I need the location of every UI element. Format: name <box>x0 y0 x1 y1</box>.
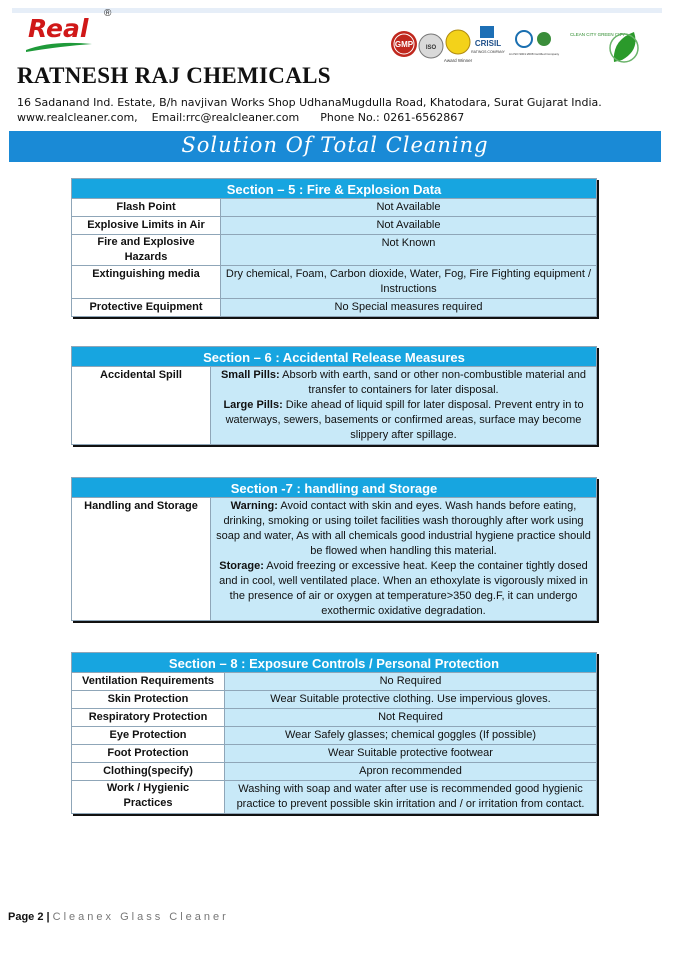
company-address: 16 Sadanand Ind. Estate, B/h navjivan Works Shop UdhanaMugdulla Road, Khatodara, Surat Gujarat India. <box>17 96 602 109</box>
company-contact: www.realcleaner.com, Email:rrc@realcleaner.com Phone No.: 0261-6562867 <box>17 111 465 124</box>
certification-badges <box>388 22 648 66</box>
large-spill-paragraph <box>214 398 593 443</box>
row-value: Not Required <box>225 709 597 727</box>
crisil-badge-icon <box>471 26 505 54</box>
gmp-text: GMP <box>394 40 414 49</box>
iso-badge-icon <box>419 34 443 58</box>
row-label: Foot Protection <box>72 745 225 763</box>
tagline-text: Solution Of Total Cleaning <box>181 133 489 157</box>
row-label: Skin Protection <box>72 691 225 709</box>
small-spill-text: Absorb with earth, sand or other non-combustible material and transfer to containers for later disposal. <box>279 369 587 396</box>
row-label: Ventilation Requirements <box>72 673 225 691</box>
gmp-badge-icon <box>391 31 417 57</box>
section-5-title: Section – 5 : Fire & Explosion Data <box>72 179 597 199</box>
registered-mark: ® <box>104 8 112 19</box>
row-value: Not Available <box>221 199 597 217</box>
row-label: Fire and Explosive Hazards <box>72 235 221 266</box>
row-label: Flash Point <box>72 199 221 217</box>
row-label: Protective Equipment <box>72 299 221 317</box>
section-7-title: Section -7 : handling and Storage <box>72 478 597 498</box>
row-label: Accidental Spill <box>72 367 211 445</box>
large-spill-text: Dike ahead of liquid spill for later disposal. Prevent entry in to waterways, sewers, basements or confirmed areas, surface may become slippery after spillage. <box>225 399 584 441</box>
small-spill-heading: Small Pills: <box>220 369 280 381</box>
row-label: Handling and Storage <box>72 498 211 621</box>
footer-separator: | <box>43 911 53 923</box>
crisil-text: CRISIL <box>474 39 502 48</box>
row-label: Respiratory Protection <box>72 709 225 727</box>
row-label: Explosive Limits in Air <box>72 217 221 235</box>
company-name: RATNESH RAJ CHEMICALS <box>17 63 331 88</box>
storage-paragraph <box>214 559 593 619</box>
warning-paragraph <box>214 499 593 559</box>
warning-text: Avoid contact with skin and eyes. Wash hands before eating, drinking, smoking or using toilet facilities wash thoroughly after work using soap and water, As with all chemicals good industrial hygiene practice should be flowed when handling this material. <box>216 500 591 557</box>
row-value: Dry chemical, Foam, Carbon dioxide, Water, Fog, Fire Fighting equipment / Instructions <box>221 266 597 299</box>
row-value: Not Available <box>221 217 597 235</box>
storage-text: Avoid freezing or excessive heat. Keep the container tightly dosed and in cool, well ventilated place. When an ethoxylate is vigorously mixed in the presence of air or oxygen at temperature>350 deg.F, it can undergo exothermic oxidative degradation. <box>219 560 588 617</box>
storage-heading: Storage: <box>219 560 264 572</box>
crisil-sub-text: RATINGS COMPANY <box>471 50 505 54</box>
row-value <box>211 367 597 445</box>
row-label: Extinguishing media <box>72 266 221 299</box>
iso-text: ISO <box>425 45 437 51</box>
section-8-table <box>71 652 597 814</box>
section-8-title: Section – 8 : Exposure Controls / Personal Protection <box>72 653 597 673</box>
award-badge-icon <box>444 30 473 63</box>
row-value: Not Known <box>221 235 597 266</box>
document-name: Cleanex Glass Cleaner <box>52 911 229 923</box>
section-5-table <box>71 178 597 317</box>
logo-text: Real <box>28 14 89 43</box>
row-value: Washing with soap and water after use is recommended good hygienic practice to prevent possible skin irritation and / or irritation from contact. <box>225 781 597 814</box>
row-value: Wear Safely glasses; chemical goggles (If possible) <box>225 727 597 745</box>
row-value: Wear Suitable protective footwear <box>225 745 597 763</box>
large-spill-heading: Large Pills: <box>223 399 283 411</box>
row-value: Wear Suitable protective clothing. Use impervious gloves. <box>225 691 597 709</box>
row-label: Work / Hygienic Practices <box>72 781 225 814</box>
row-value <box>211 498 597 621</box>
section-6-table <box>71 346 597 445</box>
page-number: Page 2 <box>8 911 44 923</box>
section-6-title: Section – 6 : Accidental Release Measures <box>72 347 597 367</box>
small-spill-paragraph <box>214 368 593 398</box>
tagline-banner <box>9 131 661 162</box>
green-text: CLEAN CITY GREEN CITY <box>570 32 626 37</box>
row-value: Apron recommended <box>225 763 597 781</box>
row-label: Eye Protection <box>72 727 225 745</box>
award-text: Award Winner <box>443 58 473 63</box>
row-value: No Special measures required <box>221 299 597 317</box>
row-label: Clothing(specify) <box>72 763 225 781</box>
warning-heading: Warning: <box>230 500 278 512</box>
page-footer <box>8 911 229 923</box>
iso-sub-text: An ISO 9001:2008 Certified Company <box>508 52 560 56</box>
clean-city-badge-icon <box>570 32 638 62</box>
row-value: No Required <box>225 673 597 691</box>
section-7-table <box>71 477 597 621</box>
iso-certified-badge-icon <box>509 31 560 56</box>
